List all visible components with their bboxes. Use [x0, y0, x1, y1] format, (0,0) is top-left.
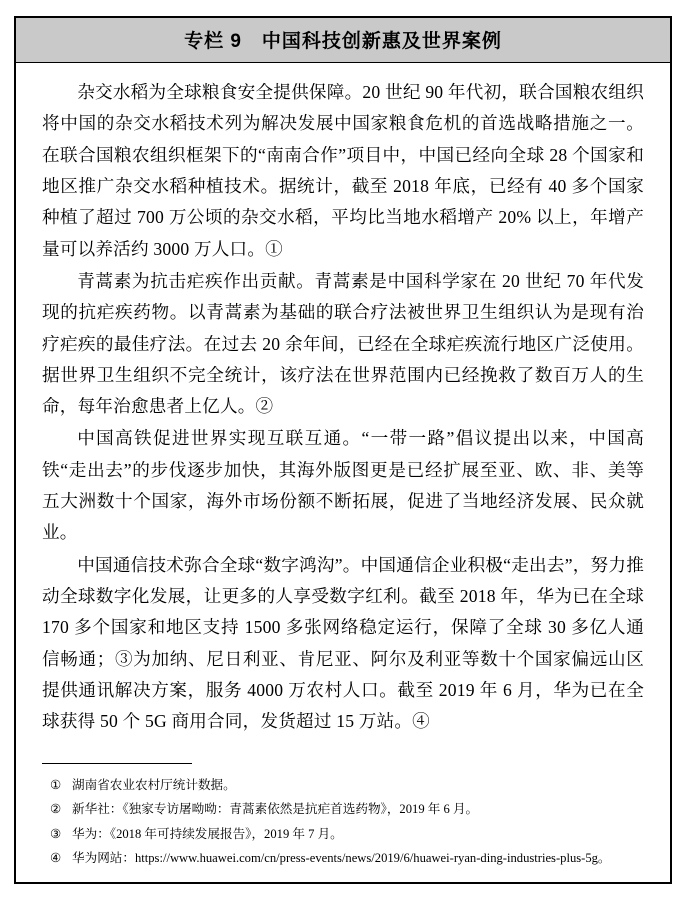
paragraph-1: 杂交水稻为全球粮食安全提供保障。20 世纪 90 年代初，联合国粮农组织将中国的杂交水稻技术列为解决发展中国家粮食危机的首选战略措施之一。在联合国粮农组织框架下的“南南合作”项目中，中国已经向全球 28 个国家和地区推广杂交水稻种植技术。据统计，截至 2018 年底，已经有 40 多个国家种植了超过 700 万公顷的杂交水稻，平均比当地水稻增产 20% 以上，年增产量可以养活约 3000 万人口。① [42, 82, 644, 259]
footnote-item [42, 822, 644, 847]
footnote-text: 湖南省农业农村厅统计数据。 [72, 777, 236, 792]
box-content [16, 63, 670, 883]
footnote-text: 华为：《2018 年可持续发展报告》，2019 年 7 月。 [72, 826, 343, 841]
footnote-item [42, 846, 644, 871]
footnote-text: 新华社：《独家专访屠呦呦：青蒿素依然是抗疟首选药物》，2019 年 6 月。 [72, 802, 479, 817]
footnote-marker: ④ [50, 851, 62, 866]
paragraph-4: 中国通信技术弥合全球“数字鸿沟”。中国通信企业积极“走出去”，努力推动全球数字化发展，让更多的人享受数字红利。截至 2018 年，华为已在全球 170 多个国家和地区支持 1500 多张网络稳定运行，保障了全球 30 多亿人通信畅通；③为加纳、尼日利亚、肯尼亚、阿尔及利亚等数十个国家偏远山区提供通讯解决方案，服务 4000 万农村人口。截至 2019 年 6 月，华为已在全球获得 50 个 5G 商用合同，发货超过 15 万站。④ [42, 554, 644, 732]
footnotes-section [42, 763, 644, 871]
paragraph-2: 青蒿素为抗击疟疾作出贡献。青蒿素是中国科学家在 20 世纪 70 年代发现的抗疟疾药物。以青蒿素为基础的联合疗法被世界卫生组织认为是现有治疗疟疾的最佳疗法。在过去 20 余年间，已经在全球疟疾流行地区广泛使用。据世界卫生组织不完全统计，该疗法在世界范围内已经挽救了数百万人的生命，每年治愈患者上亿人。② [42, 270, 644, 417]
footnote-item [42, 773, 644, 798]
box-title: 专栏 9 中国科技创新惠及世界案例 [16, 18, 670, 63]
footnote-marker: ② [50, 802, 62, 817]
footnote-item [42, 797, 644, 822]
footnote-text: 华为网站：https://www.huawei.com/cn/press-events/news/2019/6/huawei-ryan-ding-industries-plus-5g。 [72, 851, 611, 866]
footnote-separator [42, 763, 192, 764]
footnote-marker: ③ [50, 826, 62, 841]
paragraph-3: 中国高铁促进世界实现互联互通。“一带一路”倡议提出以来，中国高铁“走出去”的步伐逐步加快，其海外版图更是已经扩展至亚、欧、非、美等五大洲数十个国家，海外市场份额不断拓展，促进了当地经济发展、民众就业。 [42, 428, 644, 543]
footnote-marker: ① [50, 777, 62, 792]
feature-box [14, 16, 672, 884]
